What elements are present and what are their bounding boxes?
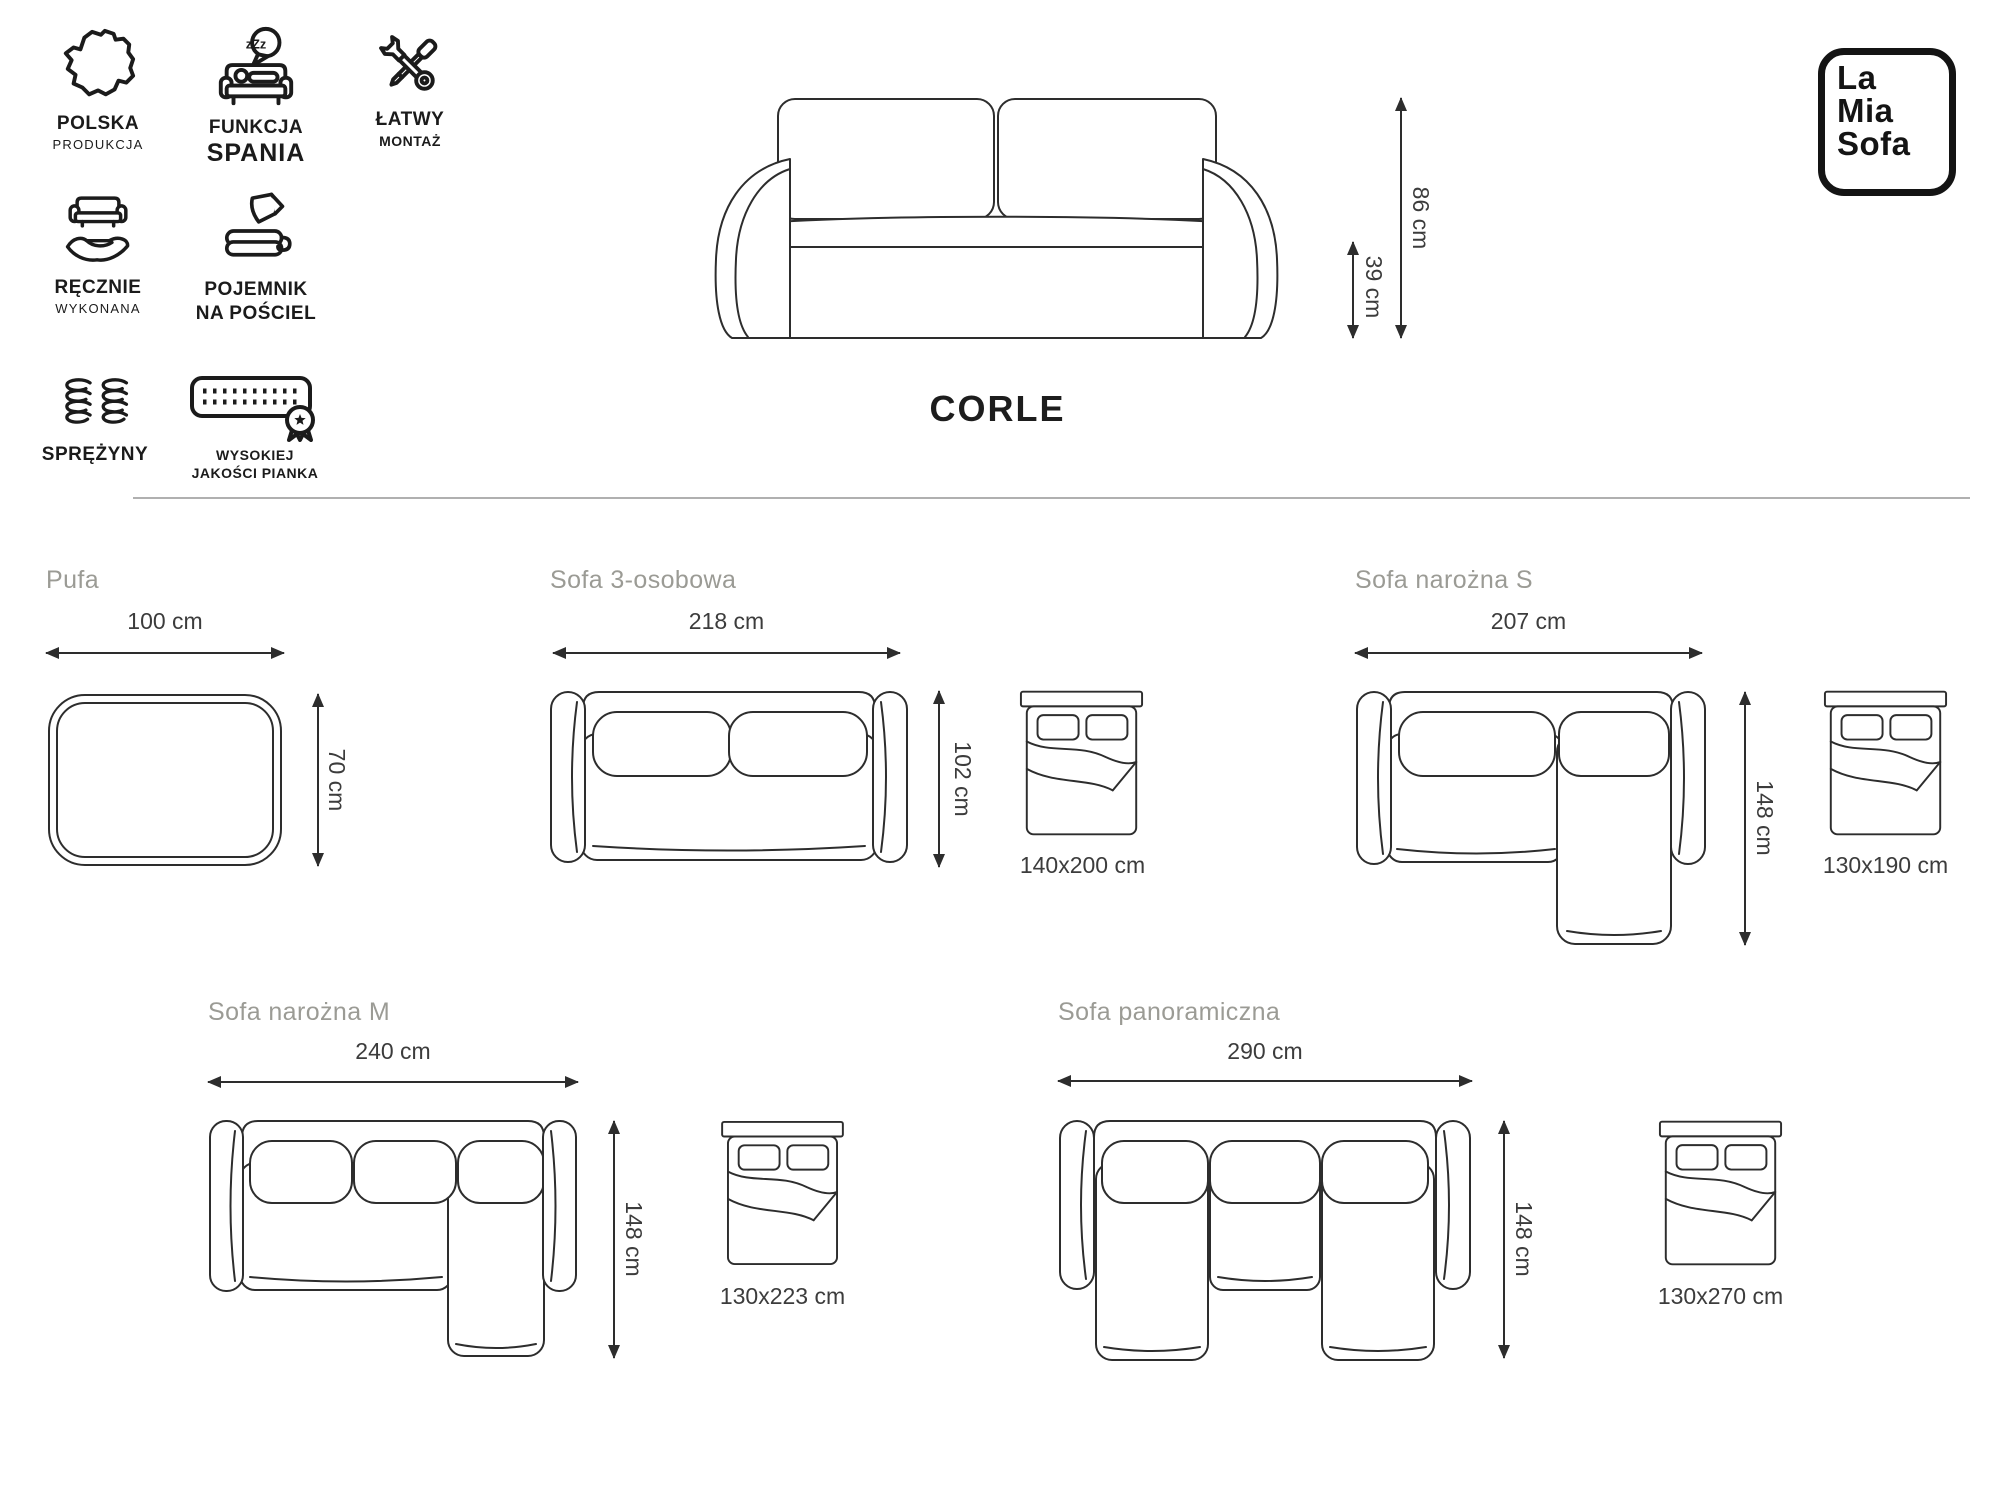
pufa-depth-arrow [317,694,319,866]
feature-label-line2: NA POŚCIEL [195,303,317,324]
panoramiczna-top-view-drawing [1058,1117,1472,1363]
pufa-depth-label: 70 cm [324,748,350,812]
feature-label-line1: RĘCZNIE [54,277,142,298]
seat-height-arrow [1352,242,1354,338]
feature-label-line1: FUNKCJA [208,117,304,138]
pufa-top-view-drawing [46,690,284,870]
narozna-s-bed-size-icon [1822,688,1949,838]
total-height-arrow [1400,98,1402,338]
panoramiczna-depth-label: 148 cm [1511,1201,1537,1277]
feature-label-line2: MONTAŻ [379,133,441,149]
panoramiczna-width-arrow [1058,1080,1472,1082]
sofa3-bed-size-icon [1018,688,1145,838]
feature-polska-produkcja [28,26,168,152]
feature-label-line1: POJEMNIK [204,279,308,300]
feature-pojemnik-na-posciel [170,188,342,325]
narozna-m-depth-arrow [613,1121,615,1358]
feature-recznie-wykonana [28,192,168,316]
narozna-s-width-label: 207 cm [1490,608,1567,634]
high-quality-foam-icon [188,372,322,442]
narozna-m-width-arrow [208,1081,578,1083]
feature-wysokiej-jakosci-pianka [163,372,347,481]
feature-sprezyny [30,370,160,468]
variant-narozna-s-name: Sofa narożna S [1355,566,1533,594]
bedding-storage-icon [214,188,298,274]
variant-pufa-name: Pufa [46,566,100,594]
zzz-text: zZz [245,36,267,52]
narozna-m-width-label: 240 cm [355,1038,431,1064]
poland-map-icon [57,26,139,108]
sofa3-width-arrow [553,652,900,654]
feature-label-line1: WYSOKIEJ [216,447,294,463]
brand-logo-line: Mia [1837,92,1894,129]
narozna-m-bed-size-icon [719,1119,846,1267]
feature-funkcja-spania [172,24,340,168]
sleep-function-icon [211,24,301,112]
total-height-label: 86 cm [1408,186,1434,250]
pufa-width-label: 100 cm [127,608,203,634]
section-divider [133,497,1970,499]
panoramiczna-bed-size-label: 130x270 cm [1657,1283,1784,1309]
narozna-s-depth-arrow [1744,692,1746,945]
feature-label-line1: POLSKA [56,113,140,134]
feature-label-line1: SPRĘŻYNY [41,444,149,465]
variant-panoramiczna-name: Sofa panoramiczna [1058,998,1281,1026]
narozna-s-bed-size-label: 130x190 cm [1822,852,1949,878]
brand-logo-line: La [1837,59,1877,96]
springs-icon [57,370,133,432]
feature-label-line2: WYKONANA [55,301,141,316]
seat-height-label: 39 cm [1361,255,1387,319]
easy-assembly-icon [372,28,448,104]
narozna-s-depth-label: 148 cm [1752,780,1778,856]
narozna-m-top-view-drawing [208,1117,578,1360]
narozna-m-depth-label: 148 cm [621,1201,647,1277]
product-name: CORLE [929,388,1066,429]
sofa3-depth-arrow [938,691,940,867]
variant-narozna-m-name: Sofa narożna M [208,998,391,1026]
narozna-m-bed-size-label: 130x223 cm [719,1283,846,1309]
panoramiczna-bed-size-icon [1657,1118,1784,1268]
panoramiczna-width-label: 290 cm [1227,1038,1303,1064]
narozna-s-width-arrow [1355,652,1702,654]
pufa-width-arrow [46,652,284,654]
feature-label-line2: SPANIA [206,139,306,167]
feature-label-line1: ŁATWY [375,109,445,130]
panoramiczna-depth-arrow [1503,1121,1505,1358]
sofa3-width-label: 218 cm [688,608,765,634]
sofa3-bed-size-label: 140x200 cm [1019,852,1146,878]
handmade-icon [57,192,139,272]
brand-logo-line: Sofa [1837,125,1911,162]
feature-label-line2: JAKOŚCI PIANKA [191,465,319,481]
variant-sofa3-name: Sofa 3-osobowa [550,566,737,594]
feature-label-line2: PRODUKCJA [52,137,144,152]
sofa3-depth-label: 102 cm [950,741,976,817]
sofa3-top-view-drawing [549,686,909,868]
narozna-s-top-view-drawing [1355,688,1707,946]
main-sofa-front-drawing [708,97,1285,340]
feature-latwy-montaz [346,28,474,149]
brand-logo [1818,48,1956,196]
